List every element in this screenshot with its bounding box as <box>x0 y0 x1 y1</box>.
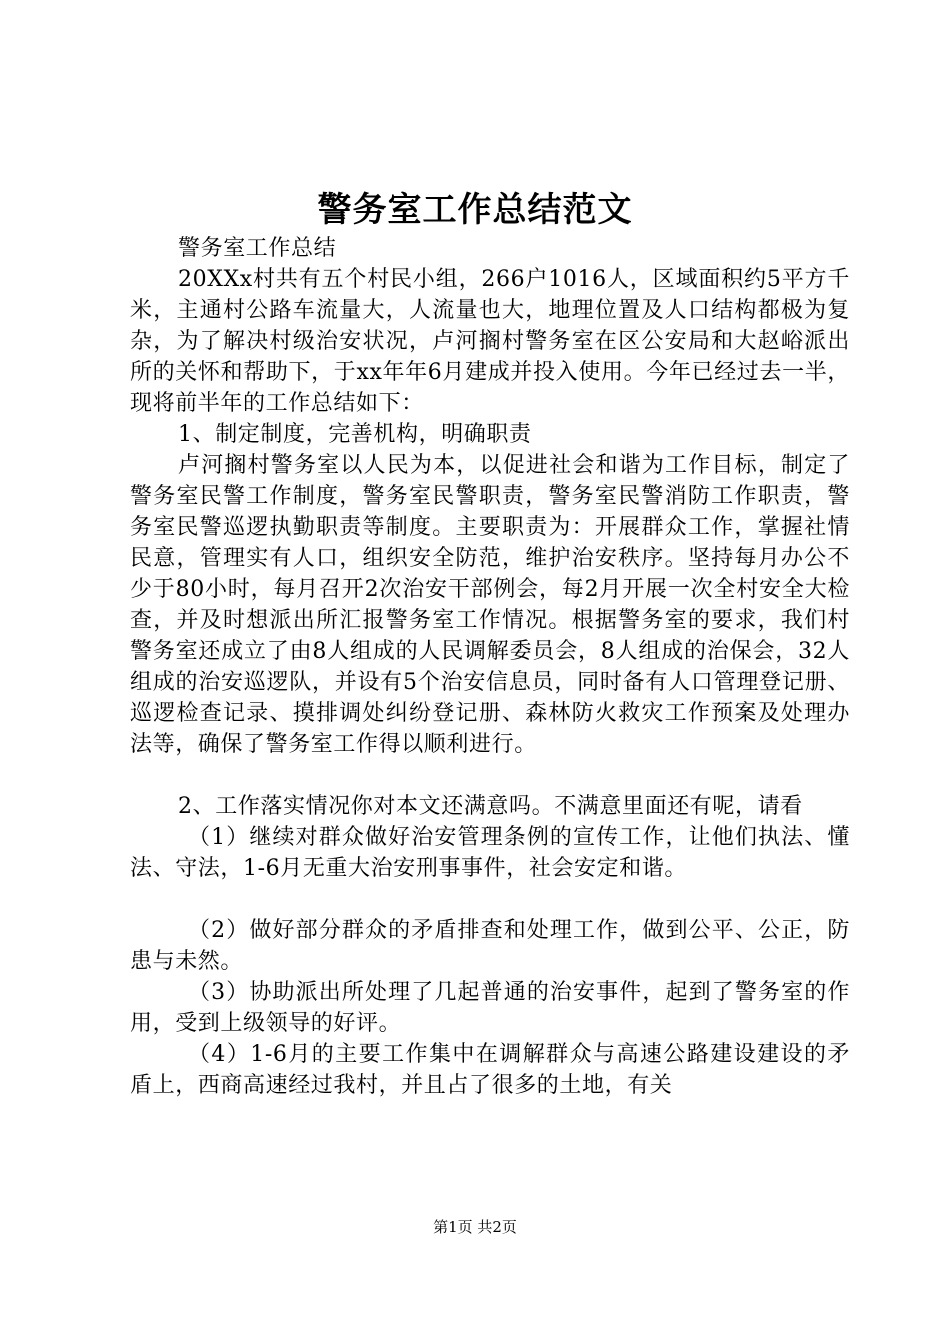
document-body <box>130 233 850 1101</box>
paragraph-gap <box>130 884 850 915</box>
subtitle-paragraph: 警务室工作总结 <box>178 236 337 261</box>
item-2-paragraph: （2）做好部分群众的矛盾排查和处理工作，做到公平、公正，防患与未然。 <box>130 918 850 974</box>
page-number-footer: 第1页 共2页 <box>433 1218 517 1236</box>
section-1-paragraph: 卢河搁村警务室以人民为本，以促进社会和谐为工作目标，制定了警务室民警工作制度，警务室民警职责，警务室民警消防工作职责，警务室民警巡逻执勤职责等制度。主要职责为：开展群众工作，掌握社情民意，管理实有人口，组织安全防范，维护治安秩序。坚持每月办公不少于80小时，每月召开2次治安干部例会，每2月开展一次全村安全大检查，并及时想派出所汇报警务室工作情况。根据警务室的要求，我们村警务室还成立了由8人组成的人民调解委员会，8人组成的治保会，32人组成的治安巡逻队，并设有5个治安信息员，同时备有人口管理登记册、巡逻检查记录、摸排调处纠纷登记册、森林防火救灾工作预案及处理办法等，确保了警务室工作得以顺利进行。 <box>130 453 850 757</box>
item-3-paragraph: （3）协助派出所处理了几起普通的治安事件，起到了警务室的作用，受到上级领导的好评。 <box>130 980 850 1036</box>
section-heading-1: 1、制定制度，完善机构，明确职责 <box>178 422 532 447</box>
item-1-paragraph: （1）继续对群众做好治安管理条例的宣传工作，让他们执法、懂法、守法，1-6月无重大治安刑事事件，社会安定和谐。 <box>130 825 850 881</box>
intro-paragraph: 20XXx村共有五个村民小组，266户1016人，区域面积约5平方千米，主通村公路车流量大，人流量也大，地理位置及人口结构都极为复杂，为了解决村级治安状况，卢河搁村警务室在区公安局和大赵峪派出所的关怀和帮助下，于xx年年6月建成并投入使用。今年已经过去一半，现将前半年的工作总结如下： <box>130 267 850 416</box>
section-heading-2: 2、工作落实情况你对本文还满意吗。不满意里面还有呢，请看 <box>178 794 803 819</box>
paragraph-gap <box>130 760 850 791</box>
item-4-paragraph: （4）1-6月的主要工作集中在调解群众与高速公路建设建设的矛盾上，西商高速经过我村，并且占了很多的土地，有关 <box>130 1042 850 1098</box>
document-title: 警务室工作总结范文 <box>317 190 633 230</box>
